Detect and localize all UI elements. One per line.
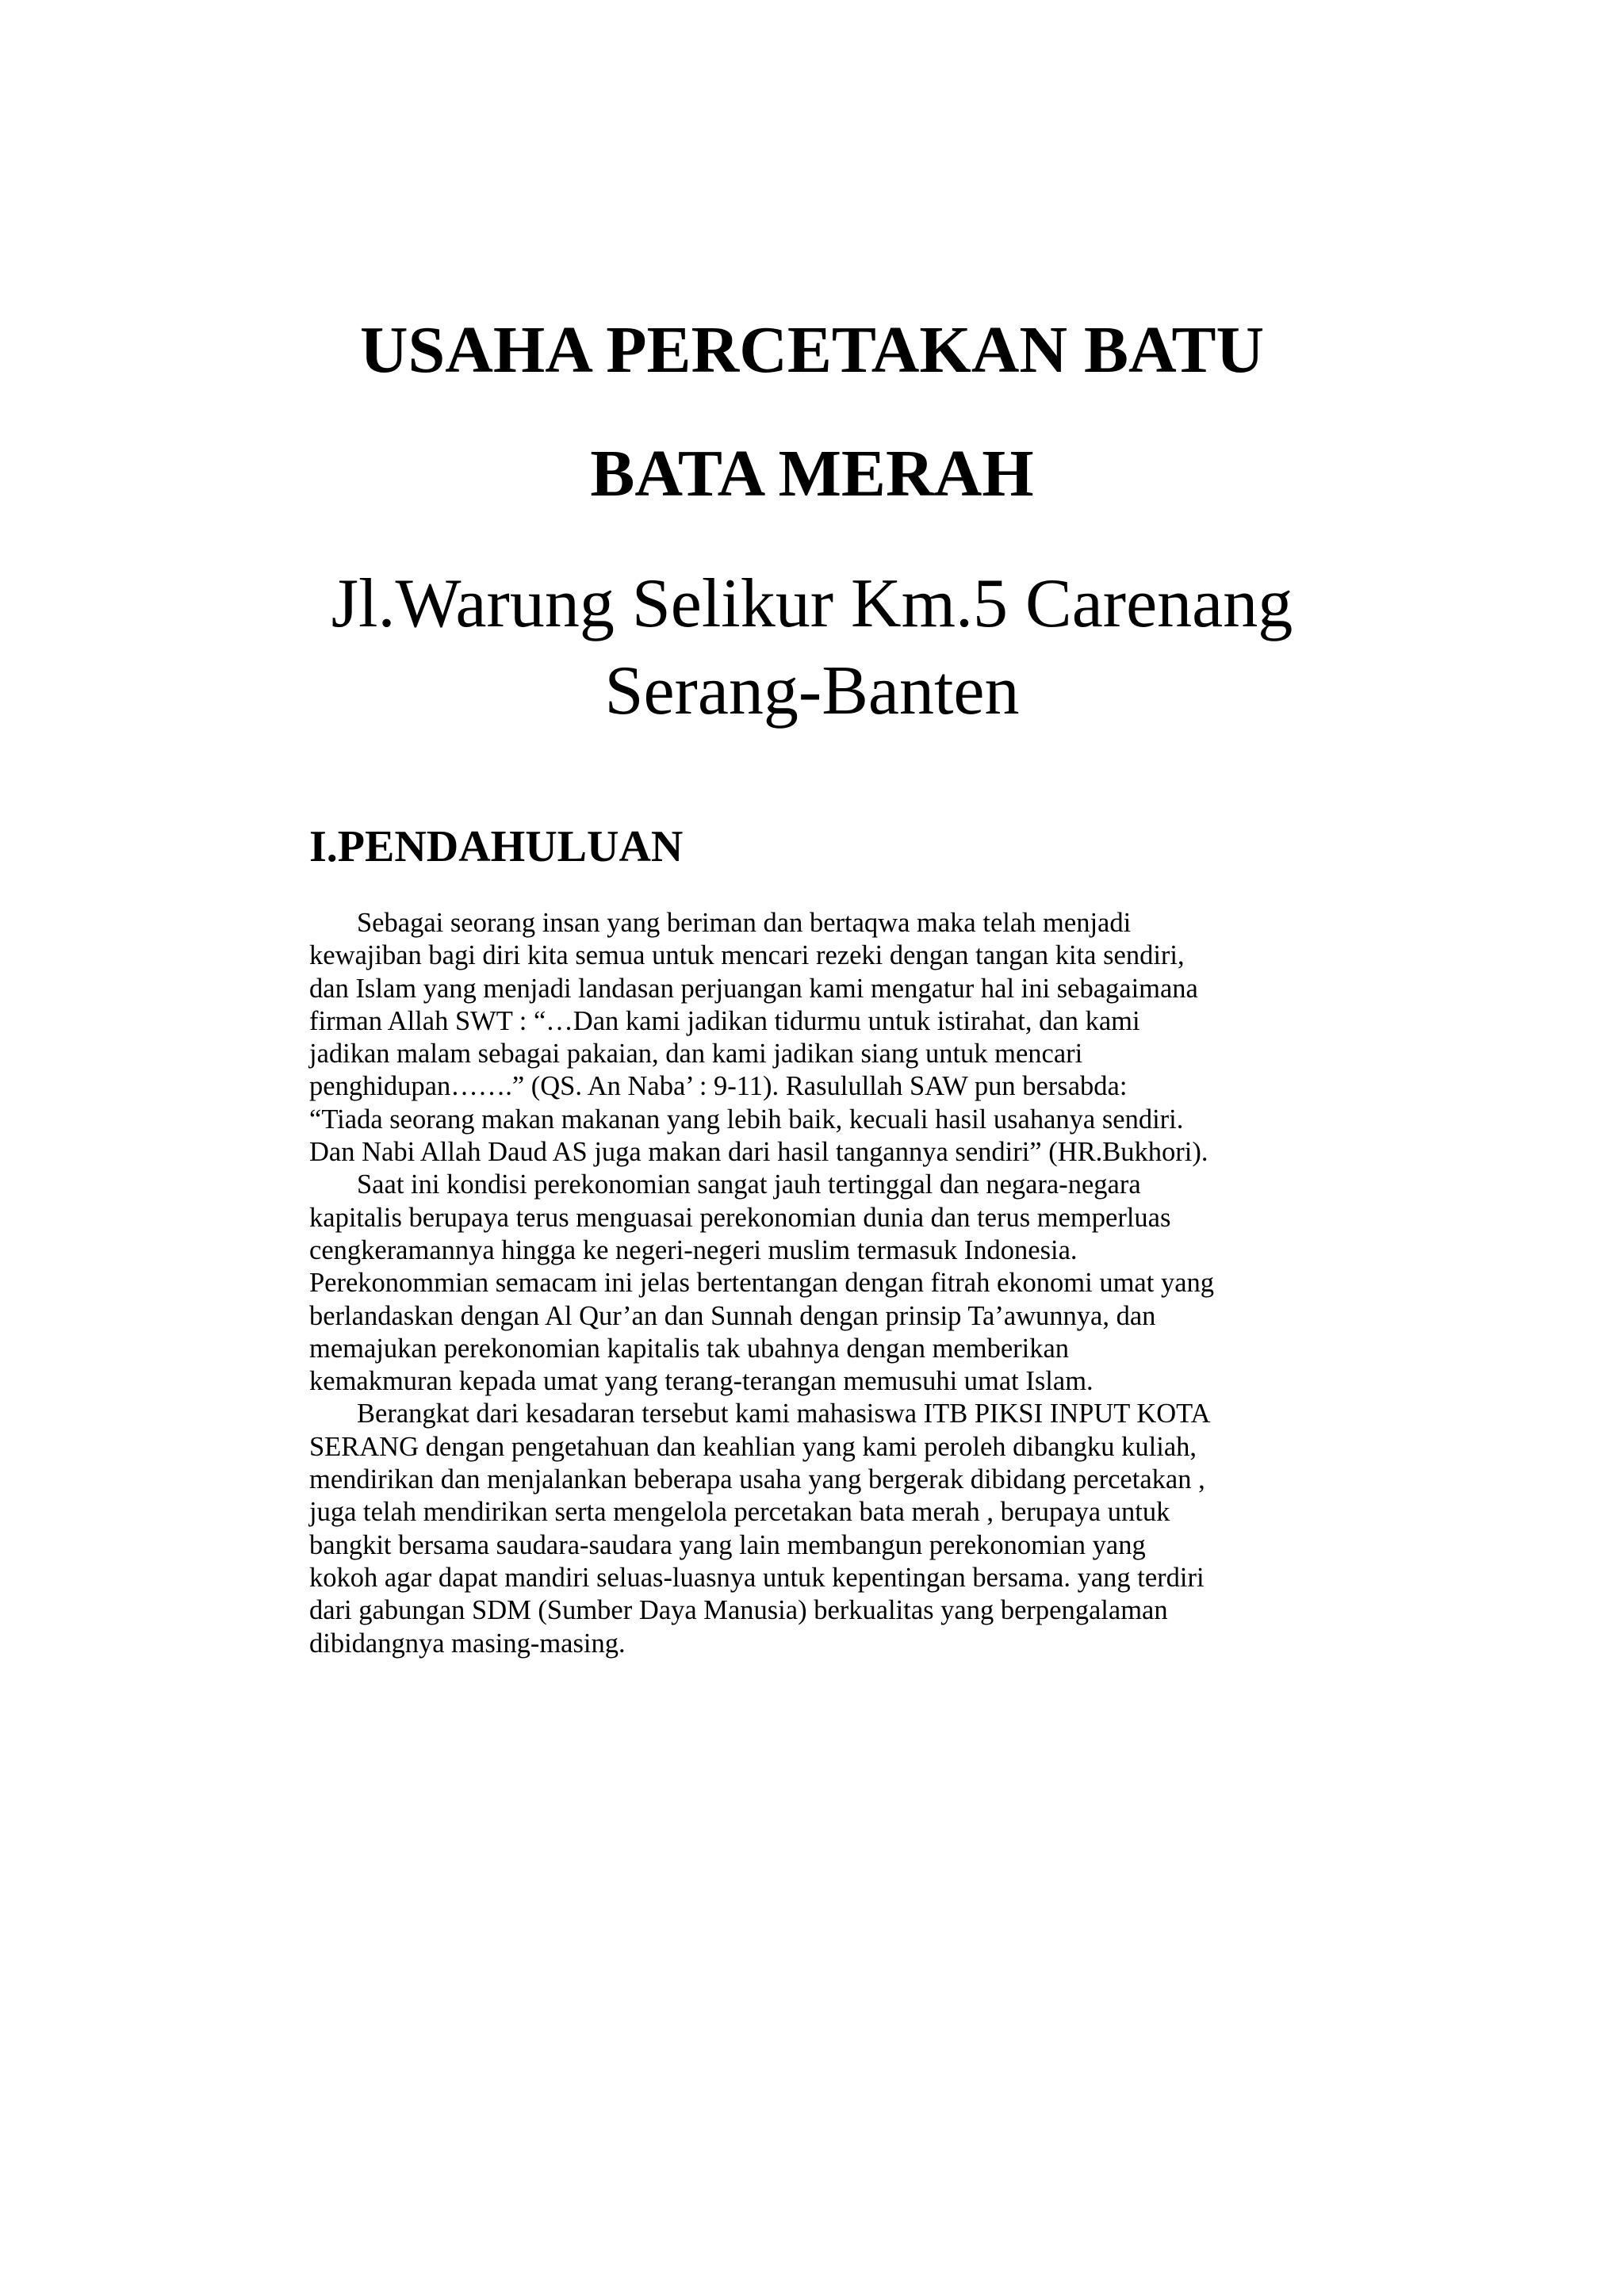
paragraph-line: dan Islam yang menjadi landasan perjuangan kami mengatur hal ini sebagaimana — [309, 973, 1198, 1004]
paragraph-line: Sebagai seorang insan yang beriman dan bertaqwa maka telah menjadi — [357, 908, 1132, 938]
body-text — [309, 907, 1388, 1660]
document-title-line-1: USAHA PERCETAKAN BATU — [359, 313, 1265, 387]
paragraph-line: mendirikan dan menjalankan beberapa usaha yang bergerak dibidang percetakan , — [309, 1464, 1205, 1495]
paragraph-line: jadikan malam sebagai pakaian, dan kami jadikan siang untuk mencari — [309, 1039, 1083, 1070]
paragraph-line: juga telah mendirikan serta mengelola percetakan bata merah , berupaya untuk — [309, 1497, 1170, 1528]
paragraph-line: Saat ini kondisi perekonomian sangat jauh tertinggal dan negara-negara — [357, 1169, 1141, 1200]
paragraph-1 — [309, 907, 1388, 1169]
paragraph-line: kewajiban bagi diri kita semua untuk mencari rezeki dengan tangan kita sendiri, — [309, 940, 1185, 971]
paragraph-3 — [309, 1398, 1388, 1659]
paragraph-line: dibidangnya masing-masing. — [309, 1628, 626, 1659]
paragraph-line: Dan Nabi Allah Daud AS juga makan dari hasil tangannya sendiri” (HR.Bukhori). — [309, 1137, 1208, 1168]
paragraph-line: “Tiada seorang makan makanan yang lebih baik, kecuali hasil usahanya sendiri. — [309, 1104, 1184, 1135]
paragraph-line: memajukan perekonomian kapitalis tak ubahnya dengan memberikan — [309, 1333, 1070, 1364]
section-heading: I.PENDAHULUAN — [309, 822, 684, 871]
address-line-1: Jl.Warung Selikur Km.5 Carenang — [331, 565, 1293, 642]
paragraph-line: bangkit bersama saudara-saudara yang lain membangun perekonomian yang — [309, 1529, 1146, 1560]
document-title-line-2: BATA MERAH — [590, 437, 1034, 511]
paragraph-line: kokoh agar dapat mandiri seluas-luasnya untuk kepentingan bersama. yang terdiri — [309, 1562, 1205, 1593]
paragraph-line: Berangkat dari kesadaran tersebut kami mahasiswa ITB PIKSI INPUT KOTA — [357, 1399, 1211, 1429]
paragraph-line: penghidupan…….” (QS. An Naba’ : 9-11). Rasulullah SAW pun bersabda: — [309, 1071, 1128, 1102]
paragraph-line: kapitalis berupaya terus menguasai perekonomian dunia dan terus memperluas — [309, 1202, 1171, 1233]
paragraph-line: Perekonommian semacam ini jelas bertentangan dengan fitrah ekonomi umat yang — [309, 1268, 1215, 1299]
paragraph-line: dari gabungan SDM (Sumber Daya Manusia) berkualitas yang berpengalaman — [309, 1595, 1168, 1626]
paragraph-line: SERANG dengan pengetahuan dan keahlian yang kami peroleh dibangku kuliah, — [309, 1431, 1197, 1462]
address-line-2: Serang-Banten — [604, 652, 1020, 729]
paragraph-2 — [309, 1169, 1388, 1398]
paragraph-line: kemakmuran kepada umat yang terang-terangan memusuhi umat Islam. — [309, 1366, 1094, 1397]
paragraph-line: cengkeramannya hingga ke negeri-negeri muslim termasuk Indonesia. — [309, 1234, 1078, 1265]
paragraph-line: berlandaskan dengan Al Qur’an dan Sunnah dengan prinsip Ta’awunnya, dan — [309, 1300, 1156, 1331]
paragraph-line: firman Allah SWT : “…Dan kami jadikan tidurmu untuk istirahat, dan kami — [309, 1005, 1140, 1036]
